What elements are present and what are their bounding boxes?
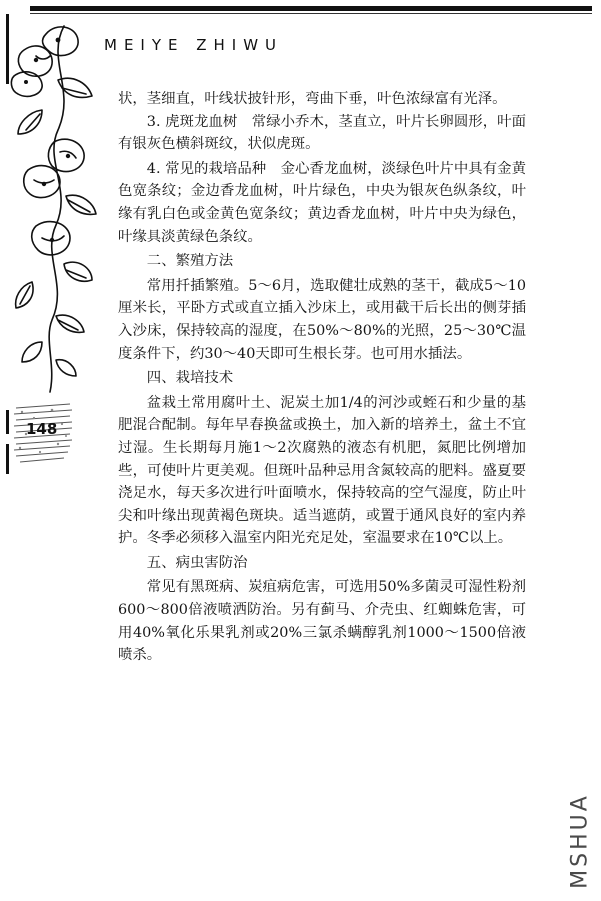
floral-ornament-icon: [6, 20, 104, 400]
top-rule-thin: [30, 13, 592, 14]
watermark-text: MSHUA: [567, 793, 593, 889]
paragraph: 状，茎细直，叶线状披针形，弯曲下垂，叶色浓绿富有光泽。: [118, 91, 507, 107]
body-text: [118, 88, 526, 667]
watermark: [566, 786, 594, 896]
paragraph: 盆栽土常用腐叶土、泥炭土加1/4的河沙或蛭石和少量的基肥混合配制。每年早春换盆或换土，加入新的培养土，盆土不宜过湿。生长期每月施1～2次腐熟的液态有机肥，氮肥比例增加些，可使叶片更美观。但斑叶品种忌用含氮较高的肥料。盛夏要浇足水，每天多次进行叶面喷水，保持较高的空气湿度，防止叶尖和叶缘出现黄褐色斑块。适当遮荫，或置于通风良好的室内养护。冬季必须移入温室内阳光充足处，室温要求在10℃以上。: [118, 394, 526, 547]
paragraph: 常用扦插繁殖。5～6月，选取健壮成熟的茎干，截成5～10厘米长，平卧方式或直立插入沙床上，或用截干后长出的侧芽插入沙床，保持较高的湿度，在50%～80%的光照，25～30℃温度条件下，约30～40天即可生根长芽。也可用水插法。: [118, 277, 526, 362]
top-rule: [30, 6, 592, 11]
page-number: 148: [26, 420, 58, 438]
left-margin-bar: [6, 410, 9, 434]
section-heading: 二、繁殖方法: [146, 253, 234, 270]
paragraph: 3. 虎斑龙血树 常绿小乔木，茎直立，叶片长卵圆形，叶面有银灰色横斜斑纹，状似虎斑。: [118, 113, 526, 153]
paragraph: 常见有黑斑病、炭疽病危害，可选用50%多菌灵可湿性粉剂600～800倍液喷洒防治。另有蓟马、介壳虫、红蜘蛛危害，可用40%氧化乐果乳剂或20%三氯杀螨醇乳剂1000～1500倍液喷杀。: [118, 579, 526, 664]
section-heading: 五、病虫害防治: [146, 554, 248, 571]
running-header: MEIYE ZHIWU: [104, 36, 284, 54]
section-heading: 四、栽培技术: [146, 370, 234, 387]
paragraph: 4. 常见的栽培品种 金心香龙血树，淡绿色叶片中具有金黄色宽条纹；金边香龙血树，叶片绿色，中央为银灰色纵条纹，叶缘有乳白色或金黄色宽条纹；黄边香龙血树，叶片中央为绿色，叶缘具淡黄绿色条纹。: [118, 160, 526, 245]
left-margin-bar: [6, 444, 9, 474]
